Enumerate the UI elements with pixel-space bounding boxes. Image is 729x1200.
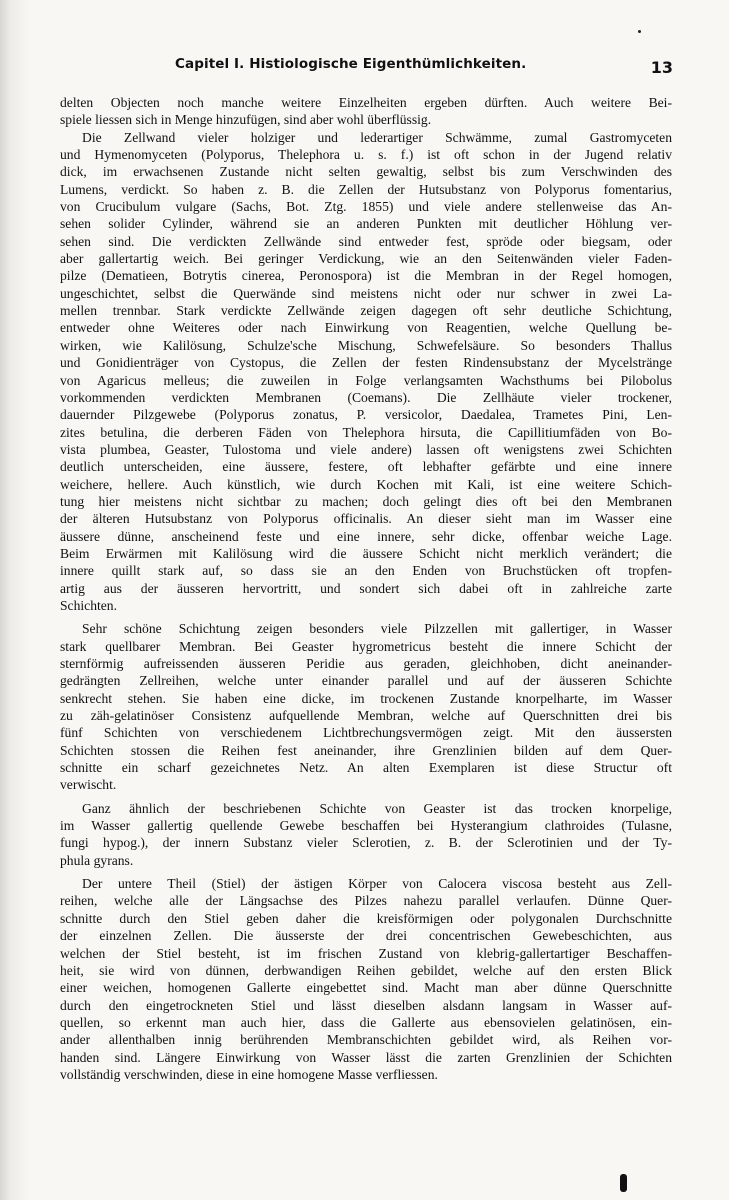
text-line: zu zäh-gelatinöser Consistenz aufquellende Membran, welche auf Querschnitten drei bis bbox=[60, 708, 672, 724]
text-line: vorkommenden verdickten Membranen (Coemans). Die Zellhäute vieler trockener, bbox=[60, 389, 672, 405]
text-line: vista plumbea, Geaster, Tulostoma und viele andere) lassen oft wenigstens zwei Schichten bbox=[60, 441, 672, 457]
text-line: artig aus der äusseren hervortritt, und sondert sich dabei oft in zahlreiche zarte bbox=[60, 580, 672, 596]
text-line: durch den eingetrockneten Stiel und lässt dieselben alsdann langsam in Wasser auf- bbox=[60, 997, 672, 1013]
text-line: stark quellbarer Membran. Bei Geaster hygrometricus besteht die innere Schicht der bbox=[60, 638, 672, 654]
paragraph bbox=[60, 129, 672, 615]
text-line: handen sind. Längere Einwirkung von Wasser lässt die zarten Grenzlinien der Schichten bbox=[60, 1049, 672, 1065]
text-line: aber gallertartig weich. Bei geringer Verdickung, wie an den Seitenwänden vieler Faden- bbox=[60, 251, 672, 267]
text-line: ander allenthalben innig berührenden Membranschichten gebildet wird, als Reihen vor- bbox=[60, 1032, 672, 1048]
text-line: dauernder Pilzgewebe (Polyporus zonatus, P. versicolor, Daedalea, Trametes Pini, Len- bbox=[60, 407, 672, 423]
text-line: von Agaricus melleus; die zuweilen in Folge verlangsamten Wachsthums bei Pilobolus bbox=[60, 372, 672, 388]
text-line: der einzelnen Zellen. Die äusserste der drei concentrischen Gewebeschichten, aus bbox=[60, 928, 672, 944]
text-line: quellen, so erkennt man auch hier, dass die Gallerte aus ebensovielen gelatinösen, ein- bbox=[60, 1014, 672, 1030]
text-line: im Wasser gallertig quellende Gewebe beschaffen bei Hysterangium clathroides (Tulasne, bbox=[60, 818, 672, 834]
text-line: Beim Erwärmen mit Kalilösung wird die äussere Schicht nicht merklich verändert; die bbox=[60, 545, 672, 561]
text-line: fungi hypog.), der innern Substanz vieler Sclerotien, z. B. der Sclerotinien und der Ty- bbox=[60, 835, 672, 851]
text-line: Schichten stossen die Reihen fest aneinander, ihre Grenzlinien bilden auf dem Quer- bbox=[60, 742, 672, 758]
text-line: heit, sie wird von dünnen, derbwandigen Reihen gebildet, welche auf den ersten Blick bbox=[60, 962, 672, 978]
text-line: Der untere Theil (Stiel) der ästigen Körper von Calocera viscosa besteht aus Zell- bbox=[82, 876, 672, 892]
ink-blot bbox=[620, 1174, 627, 1192]
text-line: Ganz ähnlich der beschriebenen Schichte von Geaster ist das trocken knorpelige, bbox=[82, 800, 672, 816]
text-line: sternförmig aufreissenden äusseren Peridie aus geraden, gleichhoben, dicht aneinander- bbox=[60, 656, 672, 671]
text-line: von Crucibulum vulgare (Sachs, Bot. Ztg. 1855) und viele andere stellenweise das An- bbox=[60, 199, 672, 215]
text-line: pilze (Dematieen, Botrytis cinerea, Peronospora) ist die Membran in der Regel homogen, bbox=[60, 268, 672, 284]
text-line: und Gonidienträger von Cystopus, die Zellen der festen Rindensubstanz der Mycelstränge bbox=[60, 355, 672, 371]
body-text bbox=[60, 94, 672, 1083]
paragraph bbox=[60, 875, 672, 1083]
running-header bbox=[60, 56, 673, 82]
text-line: mellen trennbar. Stark verdickte Zellwände zeigen dagegen oft sehr deutliche Schichtung, bbox=[60, 303, 672, 319]
text-line: senkrecht stehen. Sie haben eine dicke, im trockenen Zustande knorpelharte, im Wasser bbox=[60, 690, 672, 706]
text-line: und Hymenomyceten (Polyporus, Thelephora u. s. f.) ist oft schon in der Jugend relativ bbox=[60, 147, 672, 163]
text-line: schnitte durch den Stiel geben daher die kreisförmigen oder polygonalen Durchschnitte bbox=[60, 910, 672, 926]
chapter-title: Capitel I. Histiologische Eigenthümlichkeiten. bbox=[175, 56, 527, 72]
text-line: welchen der Stiel besteht, ist im frischen Zustand von klebrig-gallertartiger Beschaffen- bbox=[60, 945, 672, 961]
text-line: innere quillt stark auf, so dass sie an den Enden von Bruchstücken oft tropfen- bbox=[60, 563, 672, 579]
text-line: verwischt. bbox=[60, 777, 117, 793]
paragraph bbox=[60, 94, 672, 129]
text-line: schnitte ein scharf gezeichnetes Netz. An alten Exemplaren ist diese Structur oft bbox=[60, 760, 672, 776]
paragraph bbox=[60, 800, 672, 869]
text-line: deutlich unterscheiden, eine äussere, festere, oft lebhafter gefärbte und eine innere bbox=[60, 459, 672, 475]
paragraph bbox=[60, 620, 672, 793]
text-line: vollständig verschwinden, diese in eine homogene Masse verfliessen. bbox=[60, 1066, 438, 1082]
text-line: weichere, hellere. Auch künstlich, wie durch Kochen mit Kali, ist eine weitere Schich- bbox=[60, 476, 672, 492]
text-line: zites betulina, die derberen Fäden von Thelephora hirsuta, die Capillitiumfäden von Bo- bbox=[60, 424, 672, 440]
text-line: sehen solider Cylinder, während sie an anderen Punkten mit deutlicher Höhlung ver- bbox=[60, 216, 672, 232]
text-line: ungeschichtet, selbst die Querwände sind meistens nicht oder nur schwer in zwei La- bbox=[60, 285, 672, 301]
text-line: tung hier meistens nicht sichtbar zu machen; doch gelingt dies oft bei den Membranen bbox=[60, 493, 672, 509]
text-line: einer weichen, homogenen Gallerte eingebettet sind. Macht man aber dünne Querschnitte bbox=[60, 980, 672, 996]
text-line: äussere dünne, anscheinend feste und eine innere, sehr dicke, offenbar weiche Lage. bbox=[60, 528, 672, 544]
text-line: der älteren Hutsubstanz von Polyporus officinalis. An dieser sieht man im Wasser eine bbox=[60, 511, 672, 527]
text-line: Sehr schöne Schichtung zeigen besonders viele Pilzzellen mit gallertiger, in Wasser bbox=[82, 621, 672, 637]
text-line: Die Zellwand vieler holziger und lederartiger Schwämme, zumal Gastromyceten bbox=[82, 129, 672, 145]
print-speck bbox=[638, 30, 641, 33]
text-line: dick, im erwachsenen Zustande nicht selten gewaltig, selbst bis zum Verschwinden des bbox=[60, 164, 672, 180]
text-line: phula gyrans. bbox=[60, 852, 134, 868]
text-line: Schichten. bbox=[60, 597, 118, 613]
text-line: gedrängten Zellreihen, welche unter einander parallel und auf der äusseren Schichte bbox=[60, 673, 672, 689]
text-line: delten Objecten noch manche weitere Einzelheiten ergeben dürften. Auch weitere Bei- bbox=[60, 95, 672, 110]
text-line: fünf Schichten von verschiedenem Lichtbrechungsvermögen zeigt. Mit den äussersten bbox=[60, 725, 672, 741]
text-line: entweder ohne Weiteres oder nach Einwirkung von Reagentien, welche Quellung be- bbox=[60, 320, 672, 336]
text-line: wirken, wie Kalilösung, Schulze'sche Mischung, Schwefelsäure. So besonders Thallus bbox=[60, 337, 672, 353]
text-line: Lumens, verdickt. So haben z. B. die Zellen der Hutsubstanz von Polyporus fomentarius, bbox=[60, 181, 672, 197]
page-number: 13 bbox=[650, 58, 673, 77]
text-line: spiele liessen sich in Menge hinzufügen, sind aber wohl überflüssig. bbox=[60, 112, 432, 128]
text-line: sehen sind. Die verdickten Zellwände sind entweder fest, spröde oder biegsam, oder bbox=[60, 233, 672, 249]
text-line: reihen, welche alle der Längsachse des Pilzes nahezu parallel verlaufen. Dünne Quer- bbox=[60, 893, 672, 909]
